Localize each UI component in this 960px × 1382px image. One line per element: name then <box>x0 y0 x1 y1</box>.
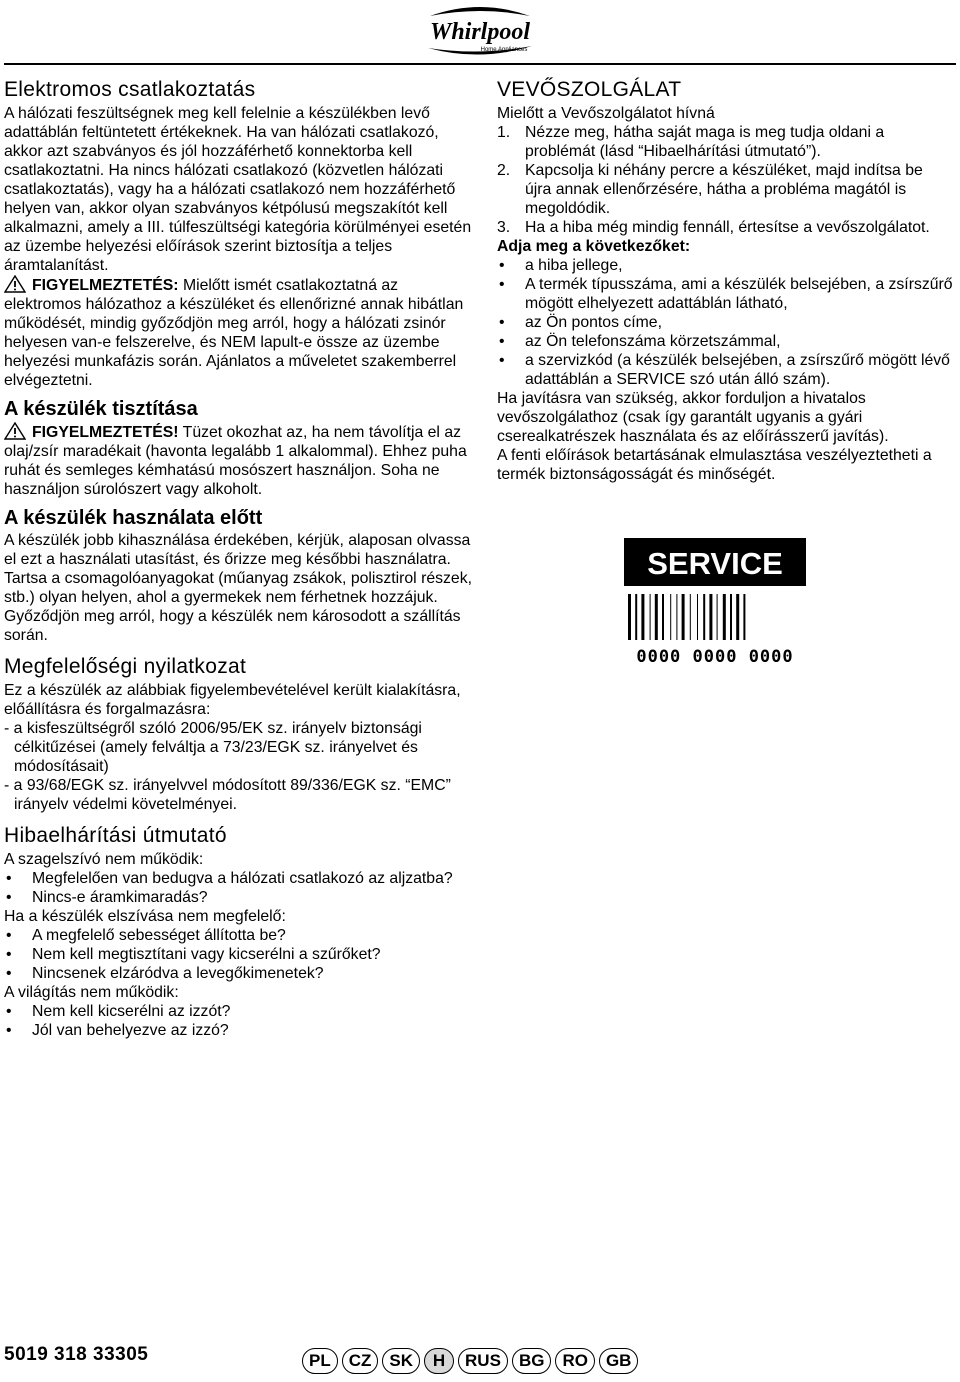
barcode-bar <box>690 594 691 640</box>
language-badge: CZ <box>342 1348 379 1374</box>
list-item: 3. Ha a hiba még mindig fennáll, értesítse a vevőszolgálatot. <box>497 219 930 236</box>
language-badges <box>302 1348 638 1374</box>
clean-warn-text: Tüzet okozhat az, ha nem távolítja el az olaj/zsír maradékait (havonta legalább 1 alkalommal). Ehhez puha ruhát és semleges kémhatású mosószert használjon. Soha ne használjon súrolószert vagy alkoholt. <box>4 424 467 498</box>
barcode-bar <box>736 594 739 640</box>
language-badge: GB <box>599 1348 639 1374</box>
clean-warning <box>4 422 476 499</box>
barcode-bar <box>697 594 698 640</box>
bullet-icon: • <box>6 870 12 887</box>
list-item: • az Ön telefonszáma körzetszámmal, <box>499 333 781 350</box>
barcode-bar <box>723 594 726 640</box>
bullet-icon: • <box>499 333 505 350</box>
warning-triangle-icon <box>4 275 26 293</box>
clean-title: A készülék tisztítása <box>4 398 198 420</box>
trouble-title: Hibaelhárítási útmutató <box>4 824 227 847</box>
language-badge: SK <box>382 1348 420 1374</box>
list-item: • A megfelelő sebességet állította be? <box>6 927 286 944</box>
barcode-bar <box>682 594 685 640</box>
list-item: • a hiba jellege, <box>499 257 623 274</box>
list-item: 1. Nézze meg, hátha saját maga is meg tudja oldani a problémát (lásd “Hibaelhárítási útmutató”). <box>497 124 885 160</box>
trouble-head-1: A szagelszívó nem működik: <box>4 851 204 868</box>
barcode-bar <box>628 594 631 640</box>
barcode-bar <box>670 594 671 640</box>
list-item: • Nem kell megtisztítani vagy kicserélni a szűrőket? <box>6 946 381 963</box>
list-item: • A termék típusszáma, ami a készülék belsejében, a zsírszűrő mögött elhelyezett adattáblán látható, <box>499 276 953 312</box>
warning-triangle-icon <box>4 422 26 440</box>
list-item: • Jól van behelyezve az izzó? <box>6 1022 229 1039</box>
trouble-list-3 <box>4 1002 476 1040</box>
conf-list <box>4 719 476 814</box>
barcode-bar <box>650 594 651 640</box>
list-item: • a szervizkód (a készülék belsejében, a zsírszűrő mögött lévő adattáblán a SERVICE szó után álló szám). <box>499 352 950 388</box>
give-list <box>497 256 953 389</box>
barcode-bar <box>635 594 637 640</box>
use-p1: A készülék jobb kihasználása érdekében, kérjük, alaposan olvassa el ezt a használati utasítást, és őrizze meg későbbi használatra. <box>4 532 471 568</box>
trouble-list-2 <box>4 926 476 983</box>
repair-text: Ha javításra van szükség, akkor forduljon a hivatalos vevőszolgálathoz (csak így garantált ugyanis a gyári cserealkatrészek használata és az előírásszerű javítás). <box>497 390 889 445</box>
list-item: • Nincsenek elzáródva a levegőkimenetek? <box>6 965 324 982</box>
bullet-icon: • <box>499 276 505 293</box>
bullet-icon: • <box>6 1022 12 1039</box>
language-badge: RUS <box>458 1348 508 1374</box>
elec-warning <box>4 275 476 390</box>
barcode <box>628 594 745 640</box>
document-code: 5019 318 33305 <box>4 1344 149 1365</box>
logo-sub: Home Appliances <box>480 47 528 53</box>
elec-warn-text: Mielőtt ismét csatlakoztatná az elektromos hálózathoz a készüléket és ellenőrizné annak hibátlan működését, mindig győződjön meg arról, hogy a hálózati zsinór helyesen van-e felszerelve, és NEM lapult-e össze az üzembe helyezési munkafázis során. Ajánlatos a műveletet szakemberrel elvégeztetni. <box>4 277 464 389</box>
elec-title: Elektromos csatlakoztatás <box>4 78 256 101</box>
elec-text: A hálózati feszültségnek meg kell felelnie a készülékben levő adattáblán feltüntetett értékeknek. Ha van hálózati csatlakozó, akkor azt szabványos és jól hozzáférhető konnektorba kell csatlakoztatni. Ha nincs hálózati csatlakozó (közvetlen hálózati csatlakoztatás), vagy ha a hálózati csatlakozó nem hozzáférhető helyen van, akkor olyan szabványos kétpólusú megszakítót kell alkalmazni, amely a III. túlfeszültségi kategória körülményei esetén az üzembe helyezési előírások szerint biztosítja a teljes áramtalanítást. <box>4 105 472 274</box>
bullet-icon: • <box>6 927 12 944</box>
list-item: 2. Kapcsolja ki néhány percre a készüléket, majd indítsa be újra annak ellenőrzésére, hátha a probléma magától is megoldódik. <box>497 162 923 217</box>
service-label-word: SERVICE <box>647 546 783 581</box>
bullet-icon: • <box>6 1003 12 1020</box>
conf-title: Megfelelőségi nyilatkozat <box>4 655 247 678</box>
conf-intro: Ez a készülék az alábbiak figyelembevételével került kialakításra, előállításra és forgalmazásra: <box>4 682 461 718</box>
barcode-bar <box>662 594 664 640</box>
barcode-bar <box>717 594 718 640</box>
left-column <box>4 76 476 1040</box>
barcode-bar <box>709 594 712 640</box>
final-text: A fenti előírások betartásának elmulasztása veszélyeztetheti a termék biztonságosságát és minőségét. <box>497 447 932 483</box>
service-intro: Mielőtt a Vevőszolgálatot hívná <box>497 105 715 122</box>
list-item: • Megfelelően van bedugva a hálózati csatlakozó az aljzatba? <box>6 870 453 887</box>
use-p3: Győződjön meg arról, hogy a készülék nem károsodott a szállítás során. <box>4 608 461 644</box>
service-label <box>624 538 806 664</box>
trouble-head-3: A világítás nem működik: <box>4 984 179 1001</box>
barcode-bar <box>655 594 658 640</box>
service-label-code: 0000 0000 0000 <box>636 647 794 664</box>
barcode-bar <box>676 594 677 640</box>
list-item: - a 93/68/EGK sz. irányelvvel módosított 89/336/EGK sz. “EMC” irányelv védelmi követelményei. <box>4 777 451 813</box>
language-badge-active: H <box>424 1348 454 1374</box>
bullet-icon: • <box>499 352 505 369</box>
use-p2: Tartsa a csomagolóanyagokat (műanyag zsákok, polisztirol részek, stb.) olyan helyen, ahol a gyermekek nem férhetnek hozzájuk. <box>4 570 472 606</box>
trouble-list-1 <box>4 869 476 907</box>
right-column <box>497 76 953 484</box>
bullet-icon: • <box>499 314 505 331</box>
service-title: VEVŐSZOLGÁLAT <box>497 78 682 101</box>
bullet-icon: • <box>6 889 12 906</box>
whirlpool-logo <box>418 4 542 58</box>
list-item: • Nem kell kicserélni az izzót? <box>6 1003 231 1020</box>
barcode-bar <box>641 594 644 640</box>
clean-warn-label: FIGYELMEZTETÉS! <box>32 424 179 441</box>
give-head: Adja meg a következőket: <box>497 238 691 255</box>
list-item: - a kisfeszültségről szóló 2006/95/EK sz. irányelv biztonsági célkitűzései (amely felváltja a 73/23/EGK sz. irányelvet és módosításait) <box>4 720 422 775</box>
bullet-icon: • <box>6 965 12 982</box>
list-item: • Nincs-e áramkimaradás? <box>6 889 208 906</box>
service-steps <box>497 123 953 237</box>
use-title: A készülék használata előtt <box>4 507 263 529</box>
barcode-bar <box>743 594 745 640</box>
list-item: • az Ön pontos címe, <box>499 314 662 331</box>
logo-text: Whirlpool <box>429 19 531 45</box>
header-rule <box>4 63 956 65</box>
trouble-head-2: Ha a készülék elszívása nem megfelelő: <box>4 908 286 925</box>
barcode-bar <box>730 594 732 640</box>
bullet-icon: • <box>499 257 505 274</box>
language-badge: BG <box>512 1348 552 1374</box>
language-badge: RO <box>555 1348 595 1374</box>
elec-warn-label: FIGYELMEZTETÉS: <box>32 277 179 294</box>
bullet-icon: • <box>6 946 12 963</box>
barcode-bar <box>703 594 705 640</box>
language-badge: PL <box>302 1348 338 1374</box>
